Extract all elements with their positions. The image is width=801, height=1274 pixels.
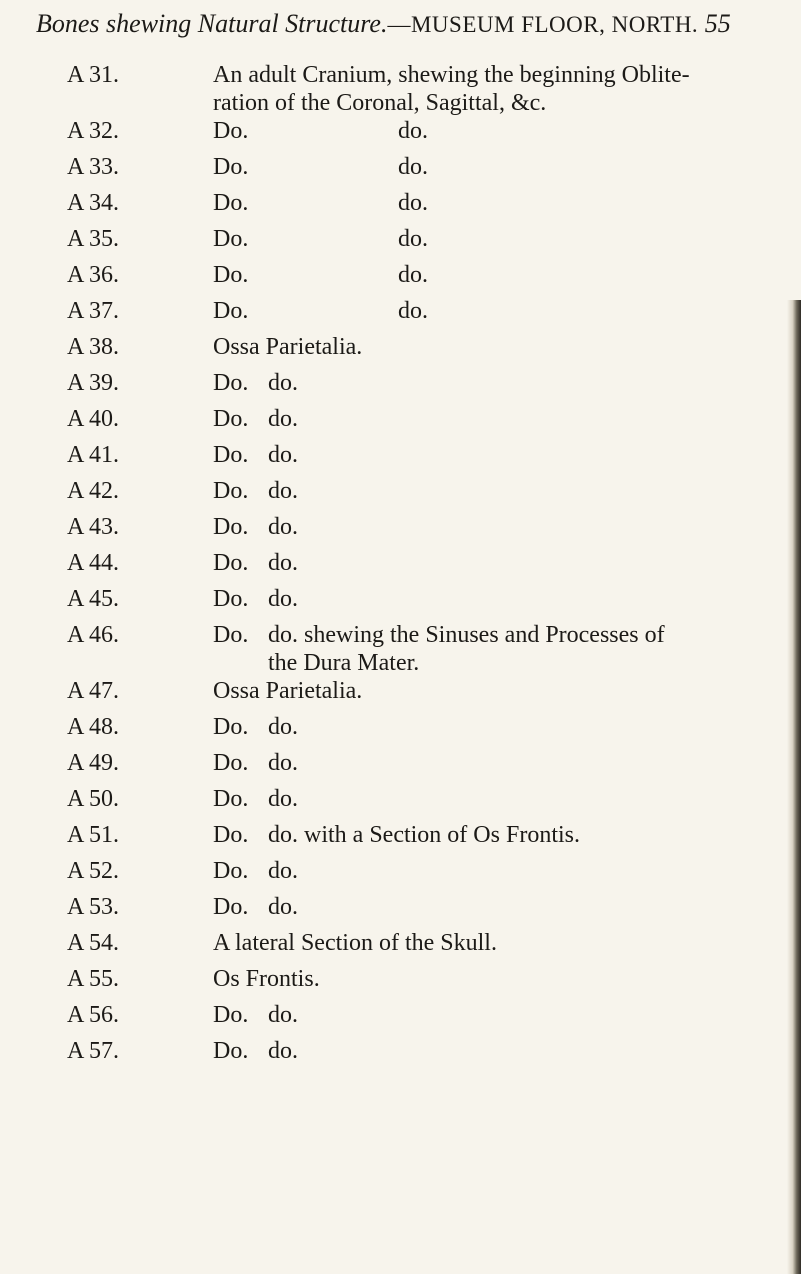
entry-number: A 41. [67, 442, 120, 468]
entry-description: Ossa Parietalia. [213, 678, 363, 704]
entry-number: A 43. [67, 514, 120, 540]
entry-description: Os Frontis. [213, 966, 320, 992]
entry-number: A 33. [67, 154, 120, 180]
entry-ditto: Do. [213, 154, 249, 180]
entry-number: A 57. [67, 1038, 120, 1064]
entry-ditto: Do. [213, 586, 249, 612]
entry-number: A 44. [67, 550, 120, 576]
entry-number: A 47. [67, 678, 120, 704]
entry-description: do. with a Section of Os Frontis. [268, 822, 580, 848]
entry-ditto: Do. [213, 118, 249, 144]
entry-ditto: Do. [213, 750, 249, 776]
entry-ditto-secondary: do. [268, 442, 298, 468]
entry-number: A 40. [67, 406, 120, 432]
entry-ditto: Do. [213, 714, 249, 740]
entry-ditto: Do. [213, 370, 249, 396]
entry-number: A 56. [67, 1002, 120, 1028]
entry-ditto-secondary: do. [268, 786, 298, 812]
entry-ditto-secondary: do. [398, 262, 428, 288]
entry-ditto-secondary: do. [268, 858, 298, 884]
entry-ditto: Do. [213, 262, 249, 288]
entry-number: A 37. [67, 298, 120, 324]
entry-number: A 51. [67, 822, 120, 848]
entry-ditto-secondary: do. [268, 750, 298, 776]
entry-description: Ossa Parietalia. [213, 334, 363, 360]
running-head [36, 8, 731, 41]
entry-ditto-secondary: do. [268, 478, 298, 504]
page-number: 55 [704, 9, 731, 38]
entry-ditto-secondary: do. [398, 298, 428, 324]
entry-number: A 50. [67, 786, 120, 812]
entry-ditto-secondary: do. [268, 1038, 298, 1064]
entry-ditto-secondary: do. [268, 586, 298, 612]
entry-ditto: Do. [213, 894, 249, 920]
entry-ditto: Do. [213, 622, 249, 648]
entry-ditto-secondary: do. [398, 226, 428, 252]
entry-ditto-secondary: do. [268, 406, 298, 432]
entry-ditto: Do. [213, 1002, 249, 1028]
page-edge-shadow [787, 300, 801, 1274]
entry-description-continued: the Dura Mater. [268, 650, 420, 676]
entry-ditto: Do. [213, 442, 249, 468]
entry-ditto: Do. [213, 478, 249, 504]
entry-number: A 36. [67, 262, 120, 288]
entry-number: A 48. [67, 714, 120, 740]
entry-ditto: Do. [213, 406, 249, 432]
entry-ditto: Do. [213, 514, 249, 540]
entry-number: A 53. [67, 894, 120, 920]
entry-number: A 55. [67, 966, 120, 992]
entry-ditto-secondary: do. [268, 514, 298, 540]
running-head-location: —MUSEUM FLOOR, NORTH. [387, 12, 699, 37]
entry-number: A 45. [67, 586, 120, 612]
entry-ditto-secondary: do. [268, 550, 298, 576]
entry-ditto-secondary: do. [268, 894, 298, 920]
entry-ditto: Do. [213, 786, 249, 812]
entry-description-continued: ration of the Coronal, Sagittal, &c. [213, 90, 547, 116]
running-head-title: Bones shewing Natural Structure. [36, 9, 388, 38]
entry-description: do. shewing the Sinuses and Processes of [268, 622, 665, 648]
entry-ditto-secondary: do. [268, 714, 298, 740]
entry-ditto: Do. [213, 1038, 249, 1064]
entry-ditto-secondary: do. [398, 154, 428, 180]
entry-description: An adult Cranium, shewing the beginning Oblite- [213, 62, 690, 88]
entry-ditto-secondary: do. [268, 1002, 298, 1028]
entry-ditto: Do. [213, 298, 249, 324]
entry-ditto: Do. [213, 190, 249, 216]
entry-ditto-secondary: do. [268, 370, 298, 396]
entry-number: A 54. [67, 930, 120, 956]
entry-number: A 49. [67, 750, 120, 776]
entry-ditto: Do. [213, 858, 249, 884]
entry-number: A 52. [67, 858, 120, 884]
entry-number: A 35. [67, 226, 120, 252]
entry-number: A 31. [67, 62, 120, 88]
entry-number: A 46. [67, 622, 120, 648]
entry-number: A 38. [67, 334, 120, 360]
entry-ditto-secondary: do. [398, 190, 428, 216]
entry-number: A 42. [67, 478, 120, 504]
entry-ditto: Do. [213, 550, 249, 576]
entry-ditto: Do. [213, 822, 249, 848]
entry-number: A 32. [67, 118, 120, 144]
entry-number: A 34. [67, 190, 120, 216]
entry-ditto-secondary: do. [398, 118, 428, 144]
entry-description: A lateral Section of the Skull. [213, 930, 497, 956]
entry-number: A 39. [67, 370, 120, 396]
entry-ditto: Do. [213, 226, 249, 252]
